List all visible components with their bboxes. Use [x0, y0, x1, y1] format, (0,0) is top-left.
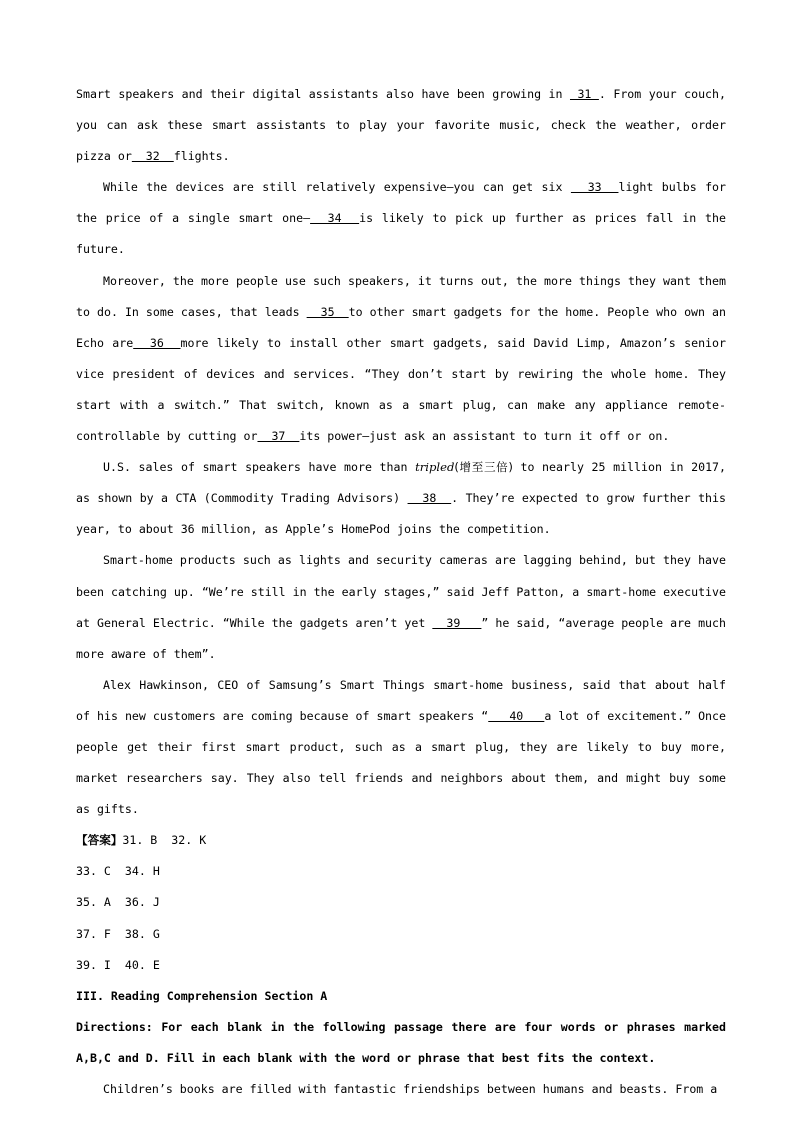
paragraph-6	[76, 670, 726, 825]
answer-row	[76, 825, 726, 856]
document-page	[76, 79, 726, 1105]
text: light bulbs for the price of a single smart one—	[76, 180, 727, 226]
paragraph-4	[76, 452, 726, 545]
answer-key	[76, 825, 726, 980]
answer-item: 32. K	[171, 833, 207, 848]
paragraph-1	[76, 79, 726, 172]
text: Smart-home products such as lights and security cameras are lagging behind, but they have been catching up. “We’re still in the early stages,” said Jeff Patton, a smart-home executive at General Electric. “While the gadgets aren’t yet	[76, 553, 726, 630]
answer-item: 37. F	[76, 926, 111, 941]
answer-row	[76, 950, 726, 981]
text: Smart speakers and their digital assistants also have been growing in	[76, 87, 570, 101]
answer-item: 33. C	[76, 864, 111, 879]
blank-36: 36	[133, 335, 181, 350]
text: to nearly 25 million in 2017, as shown by a CTA (Commodity Trading Advisors)	[76, 460, 727, 506]
word-tripled: tripled	[415, 460, 455, 475]
blank-34: 34	[310, 211, 360, 226]
answer-item: 34. H	[124, 864, 160, 879]
section-directions: Directions: For each blank in the following passage there are four words or phrases marked A,B,C and D. Fill in each blank with the word or phrase that best fits the context.	[76, 1019, 726, 1065]
answer-row	[76, 887, 726, 918]
paragraph-2	[76, 172, 726, 265]
answer-row	[76, 856, 726, 887]
text: Moreover, the more people use such speakers, it turns out, the more things they want them to do. In some cases, that leads	[76, 273, 726, 319]
answer-row	[76, 919, 726, 950]
chinese-gloss: (增至三倍)	[454, 460, 513, 475]
text: . They’re expected to grow further this year, to about 36 million, as Apple’s HomePod joins the competition.	[76, 491, 726, 537]
text: Alex Hawkinson, CEO of Samsung’s Smart Things smart-home business, said that about half of his new customers are coming because of smart speakers “	[76, 677, 726, 723]
answer-item: 35. A	[76, 895, 111, 910]
text: . From your couch, you can ask these smart assistants to play your favorite music, check the weather, order pizza or	[76, 87, 726, 164]
paragraph-5	[76, 545, 726, 669]
text: flights.	[173, 149, 230, 164]
answer-item: 40. E	[124, 957, 160, 972]
section-title: III. Reading Comprehension Section A	[76, 988, 328, 1003]
blank-33: 33	[570, 180, 619, 195]
passage-opening: Children’s books are filled with fantastic friendships between humans and beasts. From a	[103, 1082, 718, 1096]
answer-item: 31. B	[122, 833, 158, 848]
blank-38: 38	[407, 491, 452, 506]
text: While the devices are still relatively expensive—you can get six	[103, 180, 571, 195]
blank-35: 35	[306, 304, 349, 319]
text: U.S. sales of smart speakers have more than	[103, 460, 416, 475]
text: is likely to pick up further as prices fall in the future.	[76, 211, 726, 257]
paragraph-3	[76, 266, 726, 453]
blank-40: 40	[488, 708, 545, 723]
blank-37: 37	[257, 429, 300, 444]
blank-32: 32	[131, 149, 174, 164]
blank-31: 31	[569, 87, 599, 101]
answer-item: 36. J	[124, 895, 160, 910]
text: to other smart gadgets for the home. People who own an Echo are	[76, 304, 726, 350]
text: its power—just ask an assistant to turn it off or on.	[299, 429, 670, 444]
blank-39: 39	[432, 615, 482, 630]
answer-label: 【答案】	[76, 833, 123, 848]
text: more likely to install other smart gadgets, said David Limp, Amazon’s senior vice president of devices and services. “They don’t start by rewiring the whole home. They start with a switch.” That switch, known as a smart plug, can make any appliance remote-controllable by cutting or	[76, 335, 726, 444]
text: ” he said, “average people are much more aware of them”.	[76, 615, 726, 661]
answer-item: 39. I	[76, 957, 111, 972]
answer-item: 38. G	[124, 926, 160, 941]
text: a lot of excitement.” Once people get their first smart product, such as a smart plug, they are likely to buy more, market researchers say. They also tell friends and neighbors about them, and might buy some as gifts.	[76, 708, 726, 817]
